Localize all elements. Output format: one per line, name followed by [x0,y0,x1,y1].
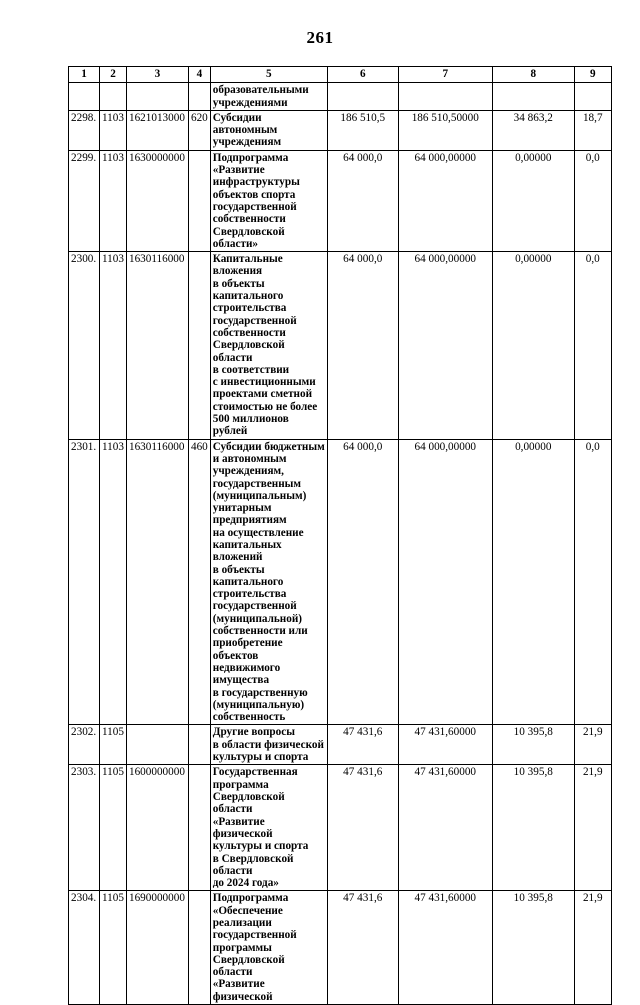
section-code-cell: 1105 [100,725,127,765]
item-name-cell: Капитальные вложения в объекты капитального строительства государственной собственности Свердловской области в соответствии с инвестиционными проектами сметной стоимостью не более 500 миллионов рублей [210,252,327,439]
refined-amount-cell: 186 510,50000 [398,110,492,150]
target-code-cell [126,725,188,765]
expense-type-cell [188,252,210,439]
target-code-cell: 1600000000 [126,765,188,891]
item-name-cell: Государственная программа Свердловской области «Развитие физической культуры и спорта в Свердловской области до 2024 года» [210,765,327,891]
target-code-cell: 1630116000 [126,439,188,725]
row-number-cell [69,83,100,111]
expense-type-cell: 620 [188,110,210,150]
row-number-cell: 2304. [69,891,100,1005]
column-header: 4 [188,67,210,83]
executed-amount-cell: 10 395,8 [492,725,574,765]
item-name-cell: образовательными учреждениями [210,83,327,111]
row-number-cell: 2300. [69,252,100,439]
executed-amount-cell: 0,00000 [492,150,574,251]
refined-amount-cell: 64 000,00000 [398,439,492,725]
refined-amount-cell: 47 431,60000 [398,725,492,765]
row-number-cell: 2298. [69,110,100,150]
expense-type-cell [188,83,210,111]
approved-amount-cell: 64 000,0 [327,252,398,439]
expense-type-cell [188,150,210,251]
item-name-cell: Подпрограмма «Обеспечение реализации государственной программы Свердловской области «Развитие физической [210,891,327,1005]
table-row [69,83,612,111]
page-number: 261 [306,28,334,47]
approved-amount-cell [327,83,398,111]
execution-percent-cell: 0,0 [574,252,611,439]
row-number-cell: 2301. [69,439,100,725]
executed-amount-cell [492,83,574,111]
row-number-cell: 2302. [69,725,100,765]
executed-amount-cell: 0,00000 [492,439,574,725]
expense-type-cell [188,765,210,891]
expense-type-cell: 460 [188,439,210,725]
section-code-cell: 1103 [100,110,127,150]
budget-table [68,66,612,1005]
execution-percent-cell: 18,7 [574,110,611,150]
approved-amount-cell: 64 000,0 [327,439,398,725]
approved-amount-cell: 47 431,6 [327,891,398,1005]
table-row [69,252,612,439]
refined-amount-cell: 64 000,00000 [398,252,492,439]
executed-amount-cell: 0,00000 [492,252,574,439]
row-number-cell: 2303. [69,765,100,891]
section-code-cell: 1103 [100,252,127,439]
target-code-cell: 1630000000 [126,150,188,251]
execution-percent-cell: 21,9 [574,765,611,891]
execution-percent-cell: 0,0 [574,439,611,725]
section-code-cell: 1103 [100,439,127,725]
column-header: 5 [210,67,327,83]
executed-amount-cell: 10 395,8 [492,891,574,1005]
executed-amount-cell: 34 863,2 [492,110,574,150]
column-header: 9 [574,67,611,83]
execution-percent-cell: 21,9 [574,725,611,765]
refined-amount-cell: 64 000,00000 [398,150,492,251]
approved-amount-cell: 186 510,5 [327,110,398,150]
target-code-cell: 1621013000 [126,110,188,150]
column-header: 7 [398,67,492,83]
approved-amount-cell: 64 000,0 [327,150,398,251]
target-code-cell [126,83,188,111]
column-header: 6 [327,67,398,83]
executed-amount-cell: 10 395,8 [492,765,574,891]
item-name-cell: Субсидии автономным учреждениям [210,110,327,150]
item-name-cell: Подпрограмма «Развитие инфраструктуры объектов спорта государственной собственности Свердловской области» [210,150,327,251]
target-code-cell: 1690000000 [126,891,188,1005]
section-code-cell: 1105 [100,891,127,1005]
table-row [69,725,612,765]
table-row [69,765,612,891]
table-row [69,439,612,725]
table-row [69,891,612,1005]
execution-percent-cell [574,83,611,111]
approved-amount-cell: 47 431,6 [327,725,398,765]
item-name-cell: Другие вопросы в области физической культуры и спорта [210,725,327,765]
refined-amount-cell: 47 431,60000 [398,891,492,1005]
column-header: 2 [100,67,127,83]
column-header: 3 [126,67,188,83]
execution-percent-cell: 21,9 [574,891,611,1005]
approved-amount-cell: 47 431,6 [327,765,398,891]
section-code-cell [100,83,127,111]
refined-amount-cell: 47 431,60000 [398,765,492,891]
expense-type-cell [188,891,210,1005]
table-row [69,150,612,251]
column-header: 1 [69,67,100,83]
execution-percent-cell: 0,0 [574,150,611,251]
section-code-cell: 1105 [100,765,127,891]
row-number-cell: 2299. [69,150,100,251]
target-code-cell: 1630116000 [126,252,188,439]
section-code-cell: 1103 [100,150,127,251]
table-row [69,110,612,150]
item-name-cell: Субсидии бюджетным и автономным учреждениям, государственным (муниципальным) унитарным предприятиям на осуществление капитальных вложений в объекты капитального строительства государственной (муниципальной) собственности или приобретение объектов недвижимого имущества в государственную (муниципальную) собственность [210,439,327,725]
expense-type-cell [188,725,210,765]
table-header-row [69,67,612,83]
refined-amount-cell [398,83,492,111]
column-header: 8 [492,67,574,83]
